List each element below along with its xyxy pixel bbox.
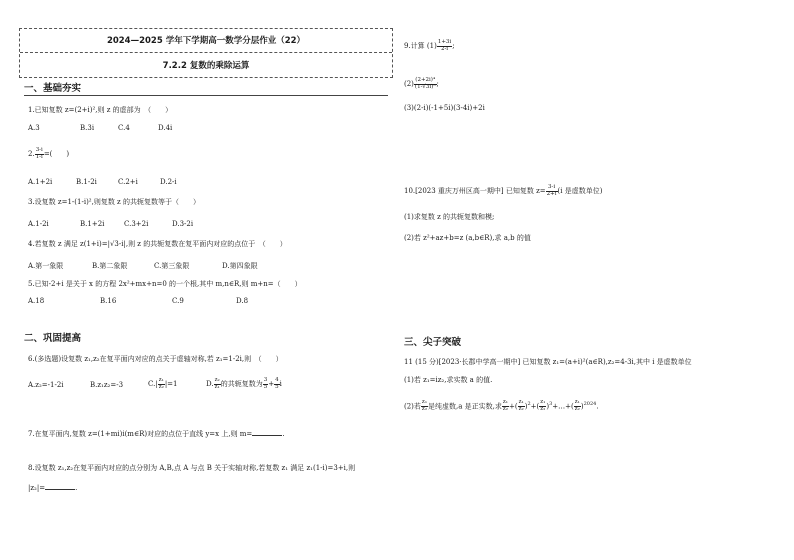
q6-d-num: z₂ [214,377,220,383]
question-5: 5.已知-2+i 是关于 x 的方程 2x²+mx+n=0 的一个根,其中 m,n∈R,则 m+n=（ ） [28,280,302,288]
q2-option-a: A.1+2i [28,178,53,186]
q4-option-c: C.第三象限 [154,262,190,270]
q1-option-c: C.4 [118,124,130,132]
question-10 [404,185,602,197]
q11-2-exp2: 3 [549,401,553,407]
title-divider [20,52,392,53]
q10-num: 3-i [546,185,558,192]
q11-2-den2: z₂ [518,405,524,412]
q6-c-den: z₂ [158,383,164,390]
q9-1-fraction [437,39,455,52]
section-underline [24,95,388,96]
q9-1-suffix: ; [452,42,455,50]
q11-2-num1: z₁ [502,399,508,406]
q11-2-prefix: (2)若 [404,402,421,411]
q7-answer-blank[interactable] [252,428,285,438]
q11-2-frac1 [502,400,509,412]
question-2 [28,148,69,160]
q3-option-a: A.1-2i [28,220,49,228]
q9-2-fraction [414,78,437,90]
question-11-1: (1)若 z₁=iz₂,求实数 a 的值. [404,376,493,384]
question-6: 6.(多选题)设复数 z₁,z₂在复平面内对应的点关于虚轴对称,若 z₁=1-2i,则 （ ） [28,355,283,363]
q6-d-f1-num: 3 [263,377,268,383]
q6-d-fraction [214,378,221,390]
q6-option-b: B.z₁z₂=-3 [90,381,124,389]
q9-1-prefix: 9.计算 (1) [404,42,437,50]
title-box [19,28,393,78]
q2-option-b: B.1-2i [76,178,97,186]
q11-2-num2: z₁ [518,399,524,406]
q6-d-label: D. [206,380,214,388]
q11-2-exp1: 2 [527,401,531,407]
q2-denominator: 1-i [35,153,43,160]
q11-2-dots: +…+( [552,402,574,411]
question-8-line2 [28,482,77,493]
q6-d-i: i [279,380,282,388]
page-subtitle: 7.2.2 复数的乘除运算 [162,61,250,71]
question-3: 3.设复数 z=1-(1-i)²,则复数 z 的共轭复数等于（ ） [28,198,200,206]
q9-2-den: (1-√3i)⁵ [414,83,436,90]
q11-2-plus1: +( [509,402,518,411]
q11-2-close1: ) [524,402,528,411]
section-heading-basic: 一、基础夯实 [24,83,82,94]
q2-option-c: C.2+i [118,178,138,186]
q6-option-d [206,378,282,390]
q10-den: 2+i [546,190,557,197]
q1-option-d: D.4i [158,124,173,132]
section-heading-top: 三、尖子突破 [404,337,462,348]
q11-2-frac2 [518,400,525,412]
q2-numerator: 3-i [35,147,43,153]
q10-stem: 10.[2023 重庆万州区高一期中] 已知复数 z= [404,187,546,195]
q2-fraction [35,148,44,160]
q6-c-label: C. [148,380,156,388]
q8-tail: . [75,484,78,492]
q11-2-close3: ) [580,402,584,411]
q11-2-num3: z₁ [540,399,546,406]
q4-option-a: A.第一象限 [28,262,64,270]
q6-d-f1-den: 5 [263,383,268,390]
q4-option-d: D.第四象限 [222,262,258,270]
q10-fraction [546,185,558,197]
q5-option-a: A.18 [28,297,45,305]
q10-tail: (i 是虚数单位) [557,187,603,195]
q11-2-den3: z₂ [540,405,546,412]
question-7 [28,428,285,439]
q9-2-suffix: ; [436,80,439,88]
q1-option-b: B.3i [80,124,95,132]
q11-2-den0: z₂ [421,405,428,412]
q11-2-frac0 [421,400,428,412]
q1-option-a: A.3 [28,124,40,132]
q6-d-f2-den: 5 [275,383,279,390]
q11-2-den4: z₂ [574,405,580,412]
q11-2-exp3: 2024 [583,401,597,407]
question-11-2 [404,400,599,412]
question-10-1: (1)求复数 z 的共轭复数和模; [404,213,495,221]
q5-option-d: D.8 [236,297,249,305]
q6-option-c: C.| $\frac{\text{z₁}}{\text{z₂}}$ |=1 [148,377,178,390]
q6-d-tail: 的共轭复数为 [220,380,263,388]
q11-2-den1: z₂ [502,405,508,412]
section-heading-consolidate: 二、巩固提高 [24,333,82,344]
q3-option-c: C.3+2i [124,220,149,228]
q11-2-num0: z₁ [421,399,428,406]
q6-c-fraction [158,378,165,390]
question-10-2: (2)若 z²+az+b=z (a,b∈R),求 a,b 的值 [404,234,531,242]
q9-2-num: (2+2i)⁴ [415,77,436,83]
q6-c-num: z₁ [158,377,164,383]
q6-d-plus: + [268,380,275,388]
q8-line2: |z₂|= [28,484,46,492]
q9-2-prefix: (2) [404,80,414,88]
question-9-2 [404,78,439,90]
question-11: 11 (15 分)[2023·长郡中学高一期中] 已知复数 z₁=(a+i)²(a∈R),z₂=4-3i,其中 i 是虚数单位 [404,358,692,366]
question-8: 8.设复数 z₁,z₂在复平面内对应的点分别为 A,B,点 A 与点 B 关于实轴对称,若复数 z₁ 满足 z₁(1-i)=3+i,则 [28,464,356,472]
q7-tail: . [282,430,285,438]
q9-1-num: 1+3i [437,39,452,45]
q5-option-c: C.9 [172,297,184,305]
q2-prefix: 2. [28,150,35,158]
q3-option-d: D.3-2i [172,220,194,228]
q11-2-num4: z₁ [574,399,580,406]
page-title: 2024—2025 学年下学期高一数学分层作业（22） [106,36,306,46]
q11-2-mid: 是纯虚数,a 是正实数,求 [428,402,502,411]
q3-option-b: B.1+2i [80,220,105,228]
q6-d-f2-num: 4 [275,377,279,383]
q11-2-frac4 [574,400,581,412]
q4-option-b: B.第二象限 [92,262,128,270]
q11-2-plus2: +( [530,402,540,411]
q5-option-b: B.16 [100,297,117,305]
question-1: 1.已知复数 z=(2+i)²,则 z 的虚部为 （ ） [28,106,173,114]
q2-option-d: D.2-i [160,178,177,186]
q11-2-end: . [596,402,599,411]
q8-answer-blank[interactable] [45,482,78,492]
q9-1-den: 2-i [440,45,449,52]
q6-option-a: A.z₂=-1-2i [28,381,64,389]
q2-suffix: =( ) [43,150,70,158]
question-9-1 [404,40,455,52]
q6-d-den: z₁ [214,383,220,390]
q6-c-tail: =1 [167,380,178,388]
q7-stem: 7.在复平面内,复数 z=(1+mi)i(m∈R)对应的点位于直线 y=x 上,则 m= [28,430,253,438]
question-4: 4.若复数 z 满足 z(1+i)=|√3-i|,则 z 的共轭复数在复平面内对应的点位于 （ ） [28,240,287,248]
q11-2-close2: ) [546,402,550,411]
question-9-3: (3)(2-i)(-1+5i)(3-4i)+2i [404,104,485,112]
